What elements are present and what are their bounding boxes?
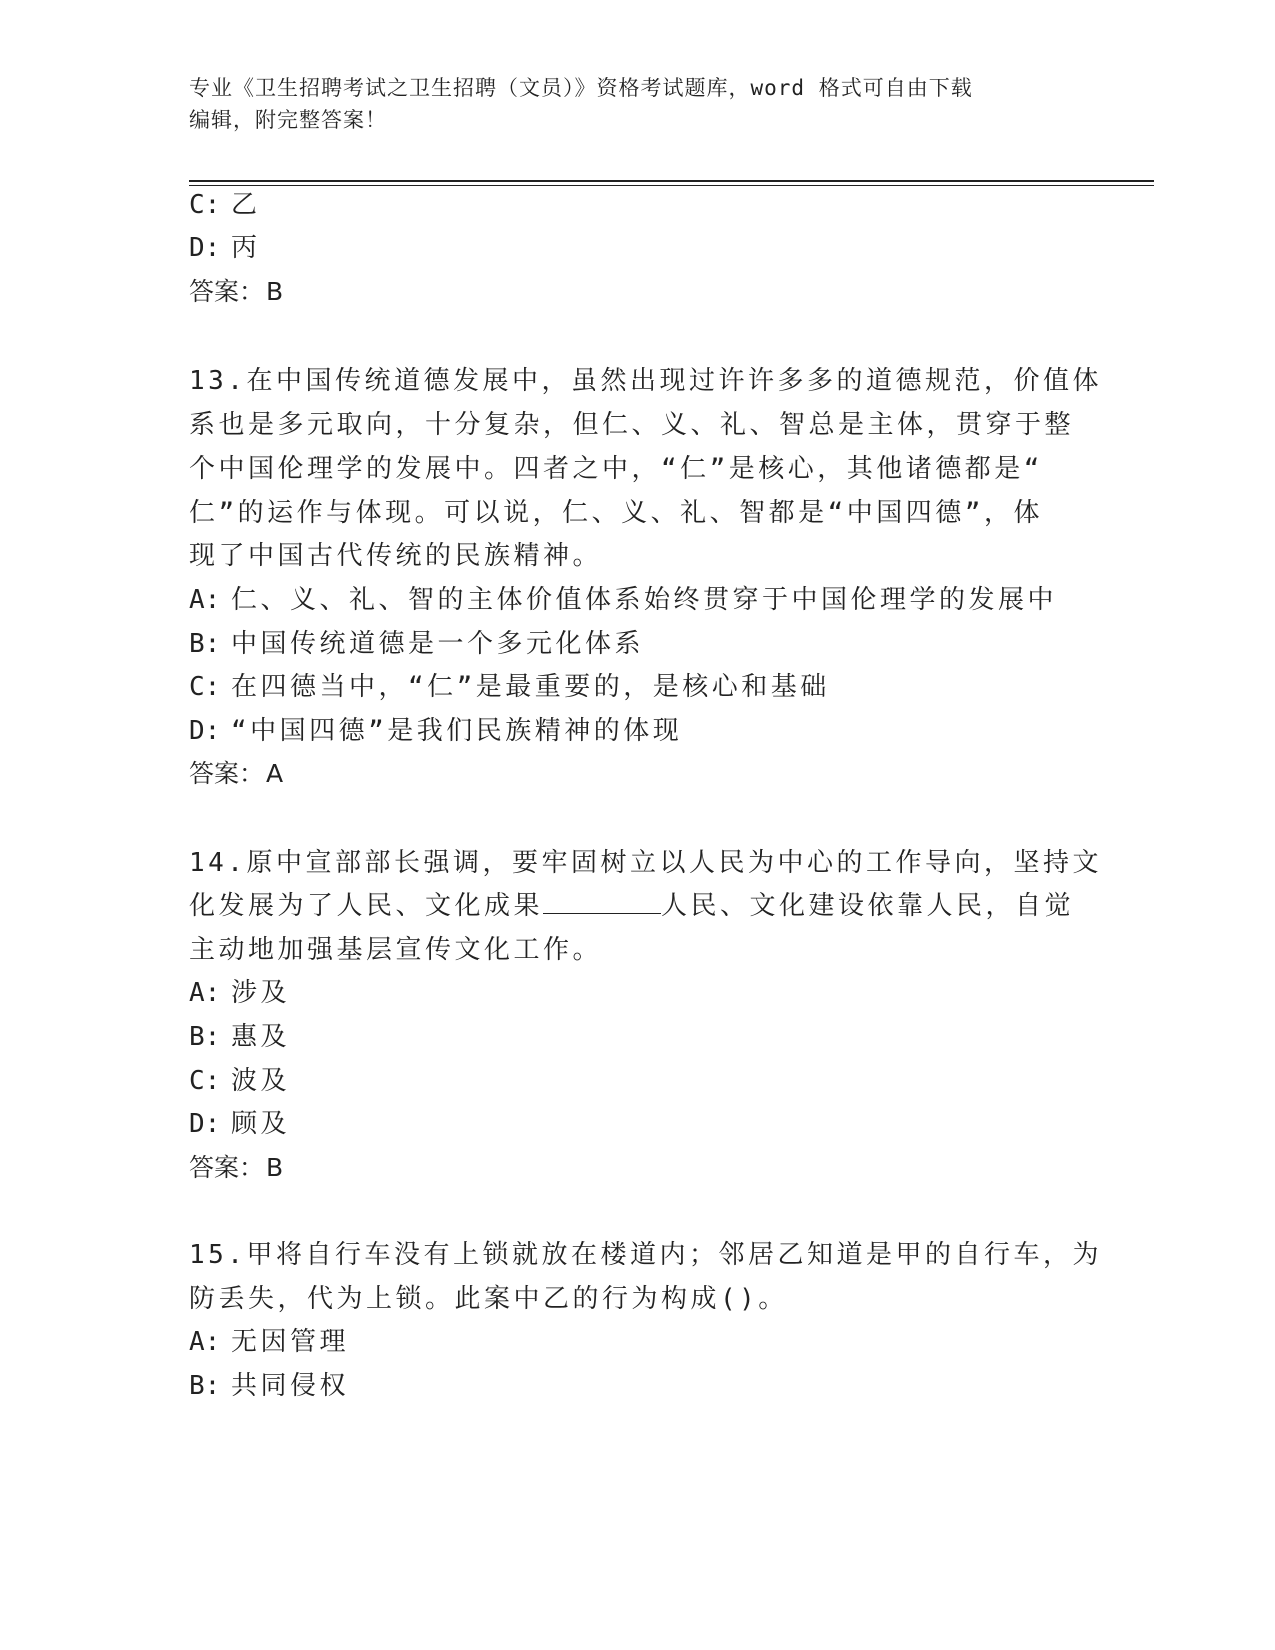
q13-stem-line-2: 系也是多元取向，十分复杂，但仁、义、礼、智总是主体，贯穿于整 [189,410,1075,440]
q14-stem-line-2 [189,891,1074,921]
option-letter: A: [189,1327,221,1357]
option-text: 顾及 [231,1109,291,1139]
q15-stem-line-1: 15.甲将自行车没有上锁就放在楼道内；邻居乙知道是甲的自行车，为 [189,1240,1102,1270]
answer-label: 答案： [189,759,265,788]
option-letter: D: [189,1109,221,1139]
q13-option-c [189,672,830,702]
stem-text-after-blank: 人民、文化建设依靠人民，自觉 [661,891,1075,921]
q14-stem-line-3: 主动地加强基层宣传文化工作。 [189,935,603,965]
option-text: 中国传统道德是一个多元化体系 [231,629,645,659]
option-letter: D: [189,233,221,263]
document-header [189,72,1089,136]
q13-option-d [189,716,682,746]
q13-option-b [189,629,644,659]
q13-stem-line-3: 个中国伦理学的发展中。四者之中，“仁”是核心，其他诸德都是“ [189,454,1043,484]
q13-answer [189,759,283,789]
option-letter: C: [189,190,221,220]
option-letter: A: [189,585,221,615]
option-text: 波及 [231,1066,291,1096]
option-letter: B: [189,1022,221,1052]
fill-in-blank [543,891,661,914]
q14-answer [189,1153,283,1183]
q15-stem-line-2: 防丢失，代为上锁。此案中乙的行为构成()。 [189,1284,788,1314]
option-text: “中国四德”是我们民族精神的体现 [231,716,683,746]
q13-option-a [189,585,1057,615]
option-letter: B: [189,629,221,659]
answer-value: B [266,1153,284,1182]
header-line-2: 编辑，附完整答案！ [189,108,387,132]
stem-text-before-blank: 化发展为了人民、文化成果 [189,891,544,921]
option-text: 丙 [231,233,261,263]
q12-option-c [189,190,261,220]
q14-option-b [189,1022,290,1052]
option-text: 涉及 [231,978,291,1008]
q12-answer [189,277,283,307]
answer-label: 答案： [189,277,265,306]
option-letter: C: [189,1066,221,1096]
q14-option-d [189,1109,290,1139]
option-text: 共同侵权 [231,1371,350,1401]
q14-stem-line-1: 14.原中宣部部长强调，要牢固树立以人民为中心的工作导向，坚持文 [189,848,1102,878]
answer-value: A [266,759,284,788]
option-letter: A: [189,978,221,1008]
q14-option-c [189,1066,290,1096]
option-text: 无因管理 [231,1327,350,1357]
answer-label: 答案： [189,1153,265,1182]
q15-option-a [189,1327,349,1357]
header-divider-thick [189,180,1154,182]
q15-option-b [189,1371,349,1401]
q13-stem-line-1: 13.在中国传统道德发展中，虽然出现过许许多多的道德规范，价值体 [189,366,1102,396]
option-letter: C: [189,672,221,702]
option-letter: B: [189,1371,221,1401]
q13-stem-line-4: 仁”的运作与体现。可以说，仁、义、礼、智都是“中国四德”，体 [189,498,1043,528]
option-text: 在四德当中，“仁”是最重要的，是核心和基础 [231,672,830,702]
option-letter: D: [189,716,221,746]
q12-option-d [189,233,261,263]
q13-stem-line-5: 现了中国古代传统的民族精神。 [189,541,603,571]
answer-value: B [266,277,284,306]
q14-option-a [189,978,290,1008]
header-divider-thin [189,185,1154,186]
option-text: 仁、义、礼、智的主体价值体系始终贯穿于中国伦理学的发展中 [231,585,1058,615]
option-text: 惠及 [231,1022,291,1052]
header-line-1: 专业《卫生招聘考试之卫生招聘（文员）》资格考试题库，word 格式可自由下载 [189,76,973,100]
option-text: 乙 [231,190,261,220]
